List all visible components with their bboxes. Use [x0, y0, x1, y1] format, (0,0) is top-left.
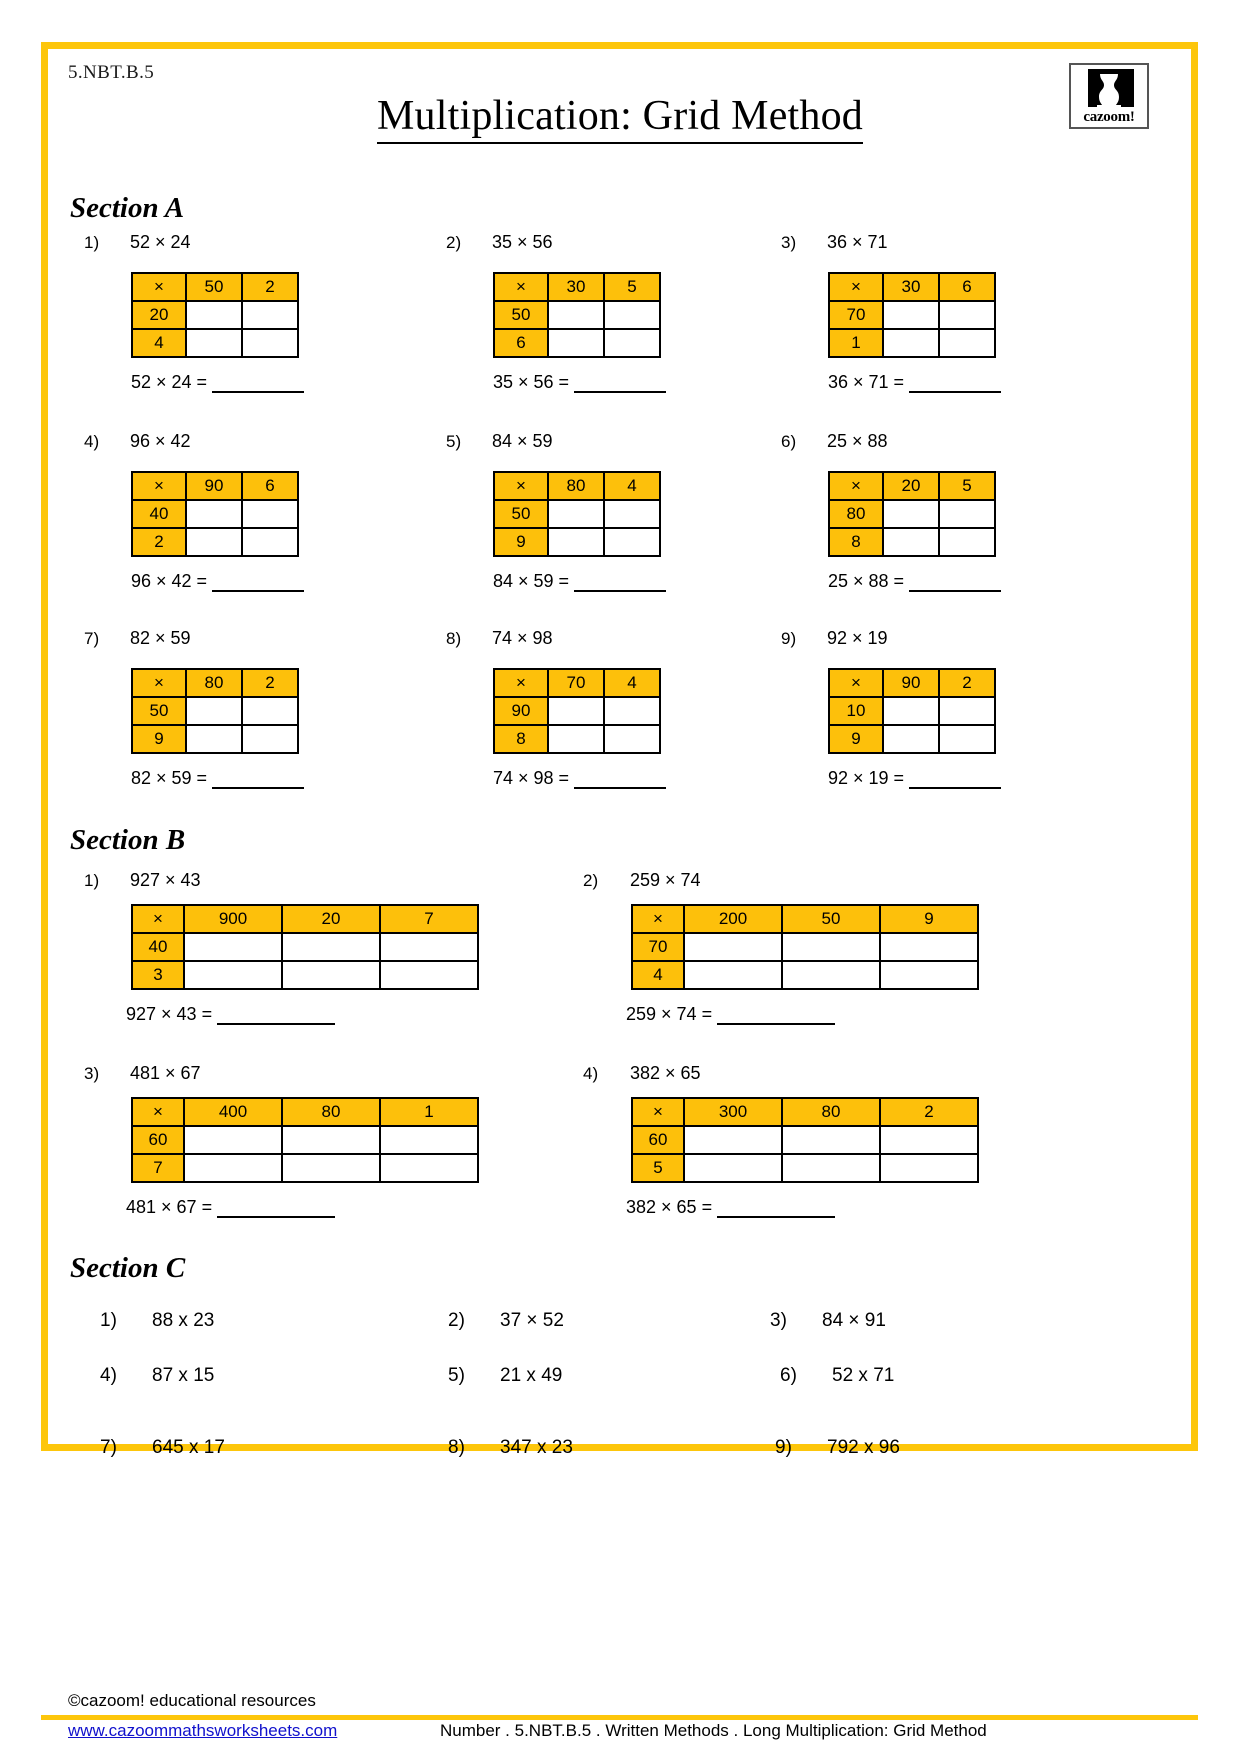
answer-line-a3[interactable]: [828, 372, 1001, 393]
grid-header-cell: 30: [548, 273, 604, 301]
grid-row-header: 20: [132, 301, 186, 329]
answer-prompt: 259 × 74 =: [626, 1004, 713, 1024]
grid-row-header: 40: [132, 933, 184, 961]
table-row: [829, 697, 995, 725]
grid-header-cell: ×: [132, 273, 186, 301]
grid-row-header: 70: [829, 301, 883, 329]
answer-line-a9[interactable]: [828, 768, 1001, 789]
grid-answer-cell[interactable]: [880, 933, 978, 961]
grid-answer-cell[interactable]: [939, 697, 995, 725]
grid-header-cell: ×: [632, 1098, 684, 1126]
table-row: [494, 725, 660, 753]
grid-table-b4: [631, 1097, 979, 1183]
answer-line-b2[interactable]: [626, 1004, 835, 1025]
grid-header-cell: 90: [186, 472, 242, 500]
problem-number-a3: 3): [781, 233, 797, 252]
answer-prompt: 82 × 59 =: [131, 768, 208, 788]
grid-answer-cell[interactable]: [880, 1126, 978, 1154]
problem-number-b1: 1): [84, 871, 100, 890]
problem-number-c7: 7): [100, 1437, 117, 1458]
grid-answer-cell[interactable]: [548, 301, 604, 329]
section-c-item-8: [448, 1437, 573, 1459]
table-row: [829, 500, 995, 528]
grid-header-cell: ×: [829, 472, 883, 500]
grid-answer-cell[interactable]: [782, 1154, 880, 1182]
answer-blank[interactable]: [212, 375, 304, 393]
grid-answer-cell[interactable]: [548, 528, 604, 556]
grid-table-a4: [131, 471, 299, 557]
grid-answer-cell[interactable]: [782, 1126, 880, 1154]
problem-expression-a3: 36 × 71: [827, 232, 888, 252]
problem-expression-a6: 25 × 88: [827, 431, 888, 451]
grid-header-cell: 7: [380, 905, 478, 933]
grid-row-header: 6: [494, 329, 548, 357]
section-c-item-5: [448, 1365, 562, 1387]
answer-line-b3[interactable]: [126, 1197, 335, 1218]
grid-row-header: 1: [829, 329, 883, 357]
grid-row-header: 50: [494, 500, 548, 528]
table-row: [829, 329, 995, 357]
problem-number-a8: 8): [446, 629, 462, 648]
table-row: [132, 725, 298, 753]
grid-header-cell: 2: [939, 669, 995, 697]
table-row: [132, 528, 298, 556]
problem-expression-a4: 96 × 42: [130, 431, 191, 451]
grid-answer-cell[interactable]: [782, 961, 880, 989]
grid-answer-cell[interactable]: [186, 329, 242, 357]
grid-answer-cell[interactable]: [282, 961, 380, 989]
grid-answer-cell[interactable]: [184, 1126, 282, 1154]
table-row: [494, 697, 660, 725]
answer-line-a6[interactable]: [828, 571, 1001, 592]
grid-row-header: 7: [132, 1154, 184, 1182]
page-title: [0, 92, 1240, 140]
problem-expression-c7: 645 x 17: [152, 1437, 225, 1458]
grid-header-cell: 200: [684, 905, 782, 933]
grid-header-cell: ×: [829, 273, 883, 301]
cazoom-logo: [1069, 63, 1149, 129]
problem-number-c8: 8): [448, 1437, 465, 1458]
grid-answer-cell[interactable]: [242, 301, 298, 329]
grid-answer-cell[interactable]: [880, 1154, 978, 1182]
grid-answer-cell[interactable]: [604, 725, 660, 753]
answer-prompt: 35 × 56 =: [493, 372, 570, 392]
problem-expression-b3: 481 × 67: [130, 1063, 201, 1083]
table-row: [632, 933, 978, 961]
grid-table-b3: [131, 1097, 479, 1183]
table-row: [494, 301, 660, 329]
grid-answer-cell[interactable]: [380, 933, 478, 961]
table-row: [132, 669, 298, 697]
section-c-item-3: [770, 1310, 886, 1332]
problem-expression-b4: 382 × 65: [630, 1063, 701, 1083]
grid-answer-cell[interactable]: [684, 961, 782, 989]
answer-prompt: 25 × 88 =: [828, 571, 905, 591]
grid-header-cell: 20: [883, 472, 939, 500]
grid-answer-cell[interactable]: [782, 933, 880, 961]
grid-header-cell: 80: [186, 669, 242, 697]
table-row: [494, 500, 660, 528]
answer-line-a8[interactable]: [493, 768, 666, 789]
grid-answer-cell[interactable]: [380, 1126, 478, 1154]
problem-number-a4: 4): [84, 432, 100, 451]
grid-row-header: 50: [132, 697, 186, 725]
grid-answer-cell[interactable]: [604, 329, 660, 357]
grid-answer-cell[interactable]: [186, 697, 242, 725]
grid-header-cell: 6: [939, 273, 995, 301]
answer-blank[interactable]: [909, 771, 1001, 789]
grid-row-header: 9: [829, 725, 883, 753]
problem-expression-b2: 259 × 74: [630, 870, 701, 890]
table-row: [829, 669, 995, 697]
grid-answer-cell[interactable]: [282, 933, 380, 961]
problem-expression-c9: 792 x 96: [827, 1437, 900, 1458]
grid-answer-cell[interactable]: [883, 528, 939, 556]
problem-number-a6: 6): [781, 432, 797, 451]
problem-number-a2: 2): [446, 233, 462, 252]
grid-answer-cell[interactable]: [380, 961, 478, 989]
grid-header-cell: 6: [242, 472, 298, 500]
grid-answer-cell[interactable]: [184, 1154, 282, 1182]
answer-prompt: 84 × 59 =: [493, 571, 570, 591]
grid-answer-cell[interactable]: [883, 697, 939, 725]
table-row: [494, 528, 660, 556]
table-row: [132, 1126, 478, 1154]
table-row: [829, 301, 995, 329]
logo-vase-icon: [1086, 71, 1132, 111]
problem-number-a1: 1): [84, 233, 100, 252]
problem-number-c3: 3): [770, 1310, 787, 1331]
grid-row-header: 70: [632, 933, 684, 961]
problem-expression-a7: 82 × 59: [130, 628, 191, 648]
grid-answer-cell[interactable]: [604, 697, 660, 725]
grid-answer-cell[interactable]: [242, 500, 298, 528]
table-row: [494, 329, 660, 357]
grid-row-header: 2: [132, 528, 186, 556]
section-heading-c: Section C: [70, 1252, 186, 1284]
grid-header-cell: 900: [184, 905, 282, 933]
grid-answer-cell[interactable]: [604, 528, 660, 556]
answer-blank[interactable]: [909, 574, 1001, 592]
section-heading-a: Section A: [70, 192, 185, 224]
grid-table-a3: [828, 272, 996, 358]
problem-expression-a5: 84 × 59: [492, 431, 553, 451]
grid-header-cell: 80: [282, 1098, 380, 1126]
grid-answer-cell[interactable]: [242, 697, 298, 725]
problem-number-a7: 7): [84, 629, 100, 648]
grid-header-cell: 2: [242, 669, 298, 697]
table-row: [632, 1154, 978, 1182]
problem-number-c9: 9): [775, 1437, 792, 1458]
answer-blank[interactable]: [717, 1007, 835, 1025]
grid-header-cell: 4: [604, 472, 660, 500]
table-row: [132, 905, 478, 933]
grid-row-header: 3: [132, 961, 184, 989]
section-heading-b: Section B: [70, 824, 186, 856]
footer-divider: [41, 1715, 1198, 1720]
section-c-item-1: [100, 1310, 214, 1332]
answer-prompt: 92 × 19 =: [828, 768, 905, 788]
problem-expression-c6: 52 x 71: [832, 1365, 895, 1386]
grid-header-cell: 9: [880, 905, 978, 933]
grid-row-header: 4: [632, 961, 684, 989]
grid-header-cell: ×: [132, 905, 184, 933]
grid-answer-cell[interactable]: [242, 725, 298, 753]
section-c-item-2: [448, 1310, 564, 1332]
grid-row-header: 4: [132, 329, 186, 357]
answer-blank[interactable]: [212, 574, 304, 592]
grid-table-a2: [493, 272, 661, 358]
problem-number-b4: 4): [583, 1064, 599, 1083]
grid-header-cell: 400: [184, 1098, 282, 1126]
answer-blank[interactable]: [717, 1200, 835, 1218]
problem-number-c1: 1): [100, 1310, 117, 1331]
table-row: [132, 472, 298, 500]
grid-answer-cell[interactable]: [880, 961, 978, 989]
table-row: [494, 273, 660, 301]
answer-prompt: 96 × 42 =: [131, 571, 208, 591]
grid-header-cell: ×: [132, 472, 186, 500]
grid-table-a7: [131, 668, 299, 754]
answer-prompt: 36 × 71 =: [828, 372, 905, 392]
answer-line-a5[interactable]: [493, 571, 666, 592]
grid-answer-cell[interactable]: [282, 1154, 380, 1182]
answer-prompt: 52 × 24 =: [131, 372, 208, 392]
grid-answer-cell[interactable]: [604, 500, 660, 528]
grid-header-cell: ×: [829, 669, 883, 697]
problem-number-c2: 2): [448, 1310, 465, 1331]
answer-blank[interactable]: [909, 375, 1001, 393]
grid-answer-cell[interactable]: [186, 725, 242, 753]
table-row: [132, 933, 478, 961]
grid-table-a8: [493, 668, 661, 754]
grid-row-header: 8: [494, 725, 548, 753]
table-row: [632, 905, 978, 933]
problem-number-b2: 2): [583, 871, 599, 890]
problem-number-c5: 5): [448, 1365, 465, 1386]
grid-answer-cell[interactable]: [282, 1126, 380, 1154]
table-row: [494, 472, 660, 500]
grid-answer-cell[interactable]: [242, 528, 298, 556]
grid-header-cell: 5: [939, 472, 995, 500]
grid-row-header: 60: [132, 1126, 184, 1154]
problem-number-a9: 9): [781, 629, 797, 648]
grid-row-header: 40: [132, 500, 186, 528]
logo-wordmark: cazoom!: [1083, 109, 1135, 125]
table-row: [132, 273, 298, 301]
grid-answer-cell[interactable]: [883, 329, 939, 357]
answer-prompt: 927 × 43 =: [126, 1004, 213, 1024]
problem-expression-c3: 84 × 91: [822, 1310, 886, 1331]
grid-answer-cell[interactable]: [883, 301, 939, 329]
grid-row-header: 9: [132, 725, 186, 753]
grid-table-a1: [131, 272, 299, 358]
answer-prompt: 481 × 67 =: [126, 1197, 213, 1217]
grid-table-a6: [828, 471, 996, 557]
grid-header-cell: 50: [186, 273, 242, 301]
grid-row-header: 50: [494, 301, 548, 329]
answer-line-a7[interactable]: [131, 768, 304, 789]
table-row: [132, 697, 298, 725]
problem-number-c4: 4): [100, 1365, 117, 1386]
grid-answer-cell[interactable]: [186, 500, 242, 528]
answer-line-b4[interactable]: [626, 1197, 835, 1218]
answer-line-b1[interactable]: [126, 1004, 335, 1025]
grid-header-cell: ×: [494, 472, 548, 500]
table-row: [132, 500, 298, 528]
grid-answer-cell[interactable]: [548, 500, 604, 528]
grid-answer-cell[interactable]: [684, 933, 782, 961]
answer-prompt: 74 × 98 =: [493, 768, 570, 788]
standard-code: 5.NBT.B.5: [68, 62, 155, 83]
table-row: [632, 1126, 978, 1154]
problem-expression-b1: 927 × 43: [130, 870, 201, 890]
problem-expression-c5: 21 x 49: [500, 1365, 563, 1386]
table-row: [132, 961, 478, 989]
grid-row-header: 80: [829, 500, 883, 528]
table-row: [132, 329, 298, 357]
grid-row-header: 90: [494, 697, 548, 725]
problem-number-c6: 6): [780, 1365, 797, 1386]
grid-row-header: 60: [632, 1126, 684, 1154]
grid-answer-cell[interactable]: [939, 301, 995, 329]
problem-expression-a9: 92 × 19: [827, 628, 888, 648]
grid-answer-cell[interactable]: [184, 961, 282, 989]
answer-line-a2[interactable]: [493, 372, 666, 393]
section-c-item-6: [780, 1365, 894, 1387]
grid-header-cell: 70: [548, 669, 604, 697]
grid-answer-cell[interactable]: [184, 933, 282, 961]
grid-answer-cell[interactable]: [548, 697, 604, 725]
grid-header-cell: 50: [782, 905, 880, 933]
table-row: [829, 528, 995, 556]
section-c-item-7: [100, 1437, 225, 1459]
grid-answer-cell[interactable]: [939, 725, 995, 753]
grid-row-header: 10: [829, 697, 883, 725]
footer-website-link[interactable]: www.cazoommathsworksheets.com: [68, 1721, 338, 1740]
table-row: [132, 1154, 478, 1182]
grid-header-cell: 80: [782, 1098, 880, 1126]
grid-table-b1: [131, 904, 479, 990]
answer-line-a1[interactable]: [131, 372, 304, 393]
table-row: [132, 1098, 478, 1126]
footer-copyright: ©cazoom! educational resources: [68, 1691, 316, 1710]
grid-row-header: 8: [829, 528, 883, 556]
problem-number-b3: 3): [84, 1064, 100, 1083]
grid-header-cell: 2: [880, 1098, 978, 1126]
grid-answer-cell[interactable]: [883, 725, 939, 753]
grid-answer-cell[interactable]: [939, 500, 995, 528]
page-title-text: Multiplication: Grid Method: [377, 93, 863, 144]
grid-header-cell: 5: [604, 273, 660, 301]
table-row: [829, 725, 995, 753]
grid-row-header: 5: [632, 1154, 684, 1182]
grid-header-cell: 90: [883, 669, 939, 697]
grid-answer-cell[interactable]: [939, 329, 995, 357]
problem-expression-c8: 347 x 23: [500, 1437, 573, 1458]
problem-expression-a1: 52 × 24: [130, 232, 191, 252]
problem-expression-c2: 37 × 52: [500, 1310, 564, 1331]
grid-header-cell: 2: [242, 273, 298, 301]
problem-expression-a2: 35 × 56: [492, 232, 553, 252]
grid-answer-cell[interactable]: [380, 1154, 478, 1182]
answer-prompt: 382 × 65 =: [626, 1197, 713, 1217]
grid-answer-cell[interactable]: [242, 329, 298, 357]
grid-answer-cell[interactable]: [684, 1154, 782, 1182]
footer-metadata: Number . 5.NBT.B.5 . Written Methods . Long Multiplication: Grid Method: [440, 1721, 987, 1740]
grid-header-cell: 1: [380, 1098, 478, 1126]
grid-answer-cell[interactable]: [186, 301, 242, 329]
table-row: [829, 273, 995, 301]
grid-answer-cell[interactable]: [186, 528, 242, 556]
grid-header-cell: 20: [282, 905, 380, 933]
table-row: [494, 669, 660, 697]
section-c-item-4: [100, 1365, 214, 1387]
grid-answer-cell[interactable]: [604, 301, 660, 329]
table-row: [132, 301, 298, 329]
answer-blank[interactable]: [217, 1200, 335, 1218]
grid-answer-cell[interactable]: [883, 500, 939, 528]
grid-header-cell: ×: [632, 905, 684, 933]
grid-table-a9: [828, 668, 996, 754]
answer-blank[interactable]: [217, 1007, 335, 1025]
grid-answer-cell[interactable]: [939, 528, 995, 556]
table-row: [632, 1098, 978, 1126]
answer-blank[interactable]: [574, 574, 666, 592]
answer-blank[interactable]: [574, 771, 666, 789]
grid-header-cell: ×: [132, 669, 186, 697]
grid-answer-cell[interactable]: [548, 725, 604, 753]
grid-row-header: 9: [494, 528, 548, 556]
answer-blank[interactable]: [212, 771, 304, 789]
grid-header-cell: ×: [132, 1098, 184, 1126]
table-row: [829, 472, 995, 500]
problem-expression-c4: 87 x 15: [152, 1365, 215, 1386]
grid-table-a5: [493, 471, 661, 557]
grid-header-cell: 4: [604, 669, 660, 697]
problem-number-a5: 5): [446, 432, 462, 451]
grid-answer-cell[interactable]: [548, 329, 604, 357]
grid-answer-cell[interactable]: [684, 1126, 782, 1154]
problem-expression-a8: 74 × 98: [492, 628, 553, 648]
problem-expression-c1: 88 x 23: [152, 1310, 215, 1331]
table-row: [632, 961, 978, 989]
grid-header-cell: ×: [494, 669, 548, 697]
grid-header-cell: 30: [883, 273, 939, 301]
answer-line-a4[interactable]: [131, 571, 304, 592]
grid-header-cell: 300: [684, 1098, 782, 1126]
grid-header-cell: ×: [494, 273, 548, 301]
section-c-item-9: [775, 1437, 900, 1459]
answer-blank[interactable]: [574, 375, 666, 393]
grid-table-b2: [631, 904, 979, 990]
grid-header-cell: 80: [548, 472, 604, 500]
